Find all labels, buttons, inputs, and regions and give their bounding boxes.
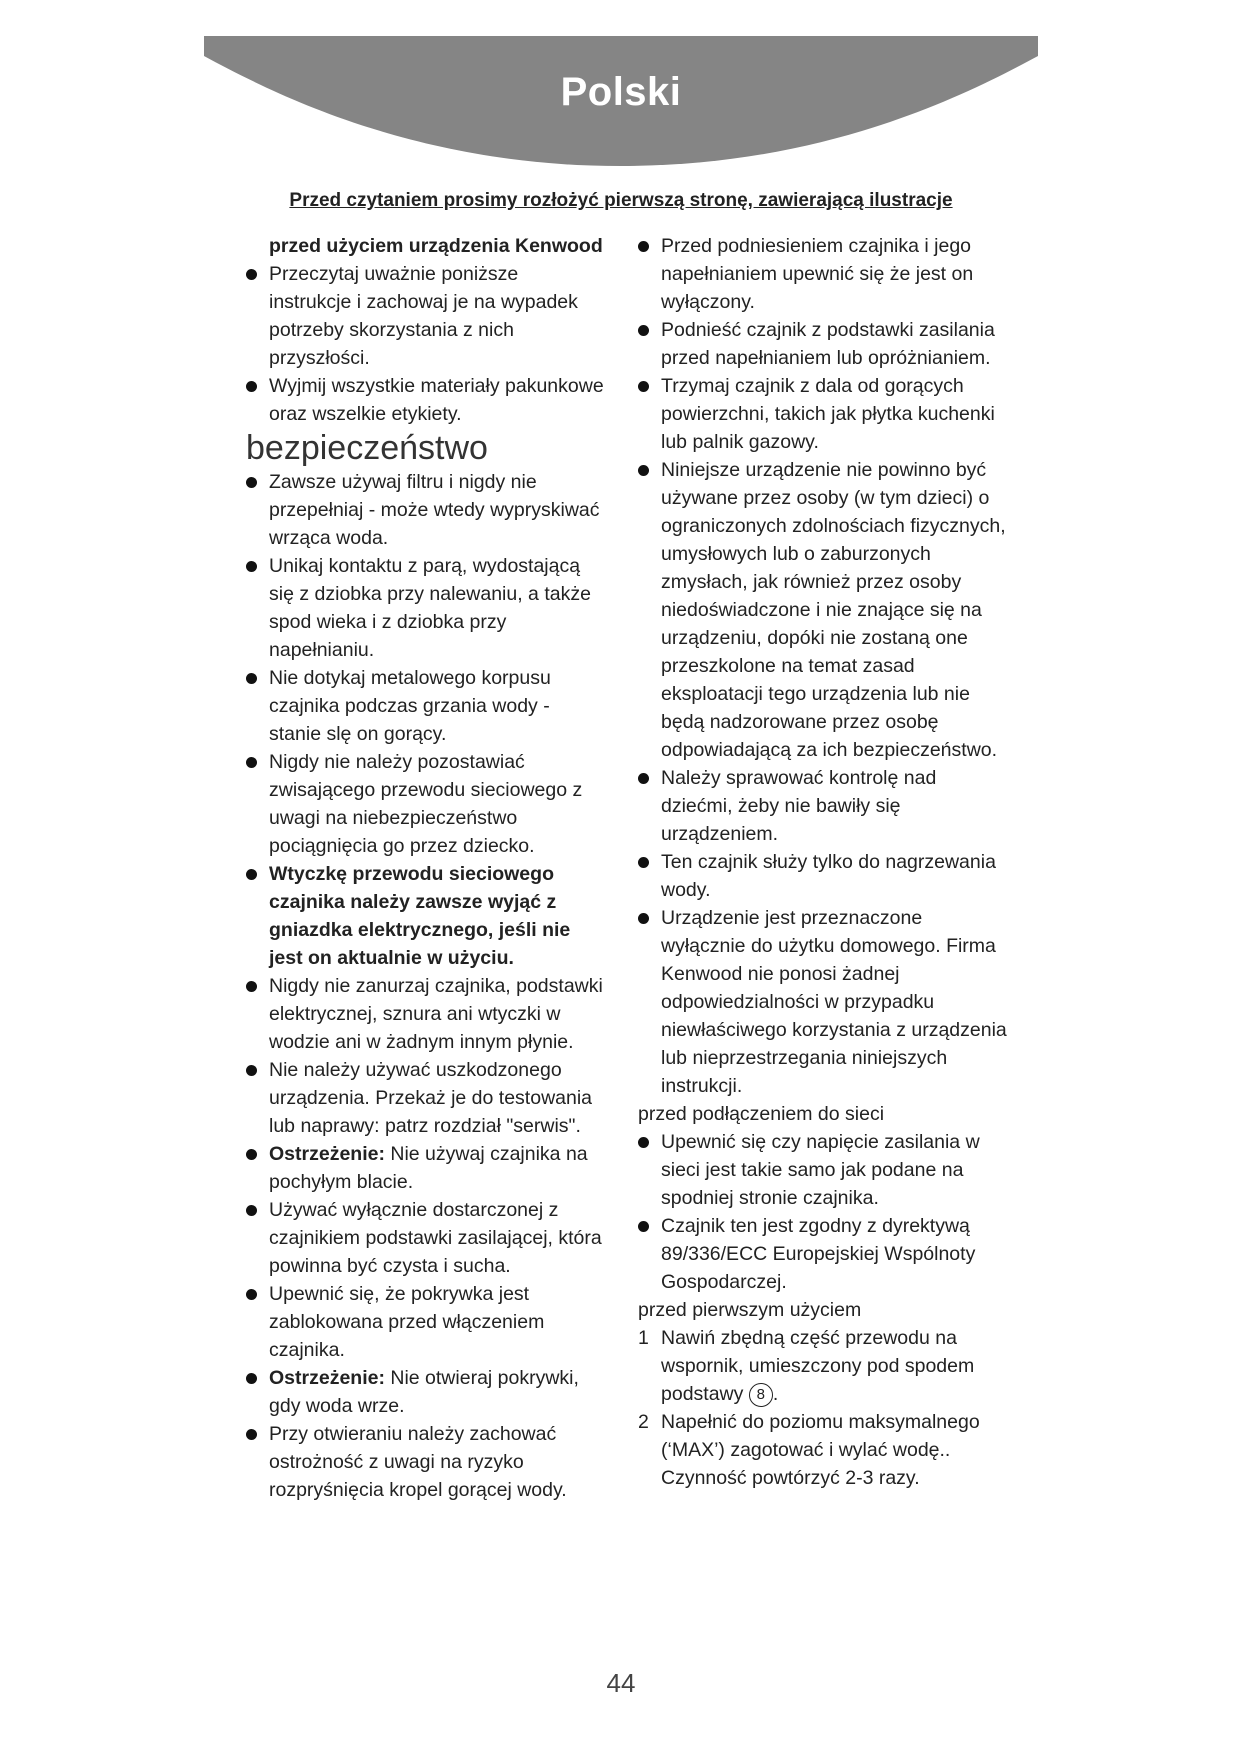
step-item: 2 Napełnić do poziomu maksymalnego (‘MAX’) zagotować i wylać wodę.. Czynność powtórzyć 2-3 razy. — [638, 1408, 1010, 1492]
language-title: Polski — [560, 70, 682, 114]
intro-heading: przed użyciem urządzenia Kenwood — [269, 235, 603, 257]
list-item: Należy sprawować kontrolę nad dziećmi, żeby nie bawiły się urządzeniem. — [638, 764, 1010, 848]
list-item: Niniejsze urządzenie nie powinno być używane przez osoby (w tym dzieci) o ograniczonych zdolnościach fizycznych, umysłowych lub o zaburzonych zmysłach, jak również przez osoby niedoświadczone i nie znające się na urządzeniu, dopóki nie zostaną one przeszkolone na temat zasad eksploatacji tego urządzenia lub nie będą nadzorowane przez osobę odpowiadającą za ich bezpieczeństwo. — [638, 456, 1010, 764]
warning-label: Ostrzeżenie: — [269, 1143, 385, 1165]
safety-list-right — [638, 232, 1010, 1100]
list-item: Ostrzeżenie: Nie otwieraj pokrywki, gdy woda wrze. — [246, 1364, 606, 1420]
safety-heading: bezpieczeństwo — [246, 429, 488, 467]
list-item: Upewnić się, że pokrywka jest zablokowana przed włączeniem czajnika. — [246, 1280, 606, 1364]
bullet-icon — [638, 857, 649, 868]
connect-list — [638, 1128, 1010, 1296]
bullet-icon — [638, 241, 649, 252]
bullet-icon — [246, 1373, 257, 1384]
bullet-icon — [246, 269, 257, 280]
bullet-icon — [246, 381, 257, 392]
manual-page — [204, 36, 1038, 1698]
page-number: 44 — [606, 1668, 636, 1698]
connect-heading: przed podłączeniem do sieci — [638, 1103, 885, 1125]
step-item: 1 Nawiń zbędną część przewodu na wspornik, umieszczony pod spodem podstawy 8 . — [638, 1324, 1010, 1408]
list-item: Używać wyłącznie dostarczonej z czajnikiem podstawki zasilającej, która powinna być czysta i sucha. — [246, 1196, 606, 1280]
header-band — [204, 36, 1038, 176]
right-column — [638, 232, 1010, 1492]
first-use-steps — [638, 1324, 1010, 1492]
list-item: Trzymaj czajnik z dala od gorących powierzchni, takich jak płytka kuchenki lub palnik gazowy. — [638, 372, 1010, 456]
list-item: Zawsze używaj filtru i nigdy nie przepełniaj - może wtedy wypryskiwać wrząca woda. — [246, 468, 606, 552]
bullet-icon — [638, 325, 649, 336]
list-item: Urządzenie jest przeznaczone wyłącznie do użytku domowego. Firma Kenwood nie ponosi żadnej odpowiedzialności w przypadku niewłaściwego korzystania z urządzenia lub nieprzestrzegania niniejszych instrukcji. — [638, 904, 1010, 1100]
warning-label: Ostrzeżenie: — [269, 1367, 385, 1389]
bullet-icon — [638, 381, 649, 392]
list-item: Upewnić się czy napięcie zasilania w sieci jest takie samo jak podane na spodniej stronie czajnika. — [638, 1128, 1010, 1212]
bullet-icon — [246, 869, 257, 880]
list-item: Przeczytaj uważnie poniższe instrukcje i zachowaj je na wypadek potrzeby skorzystania z nich przyszłości. — [246, 260, 606, 372]
bullet-icon — [638, 1221, 649, 1232]
step-number: 1 — [638, 1327, 649, 1349]
fold-out-instruction: Przed czytaniem prosimy rozłożyć pierwszą stronę, zawierającą ilustracje — [289, 190, 953, 211]
list-item: Wyjmij wszystkie materiały pakunkowe oraz wszelkie etykiety. — [246, 372, 606, 428]
list-item: Nie dotykaj metalowego korpusu czajnika podczas grzania wody - stanie slę on gorący. — [246, 664, 606, 748]
bullet-icon — [638, 465, 649, 476]
bullet-icon — [638, 773, 649, 784]
list-item: Ostrzeżenie: Nie używaj czajnika na pochyłym blacie. — [246, 1140, 606, 1196]
list-item: Przed podniesieniem czajnika i jego napełnianiem upewnić się że jest on wyłączony. — [638, 232, 1010, 316]
list-item: Unikaj kontaktu z parą, wydostającą się z dziobka przy nalewaniu, a także spod wieka i z dziobka przy napełnianiu. — [246, 552, 606, 664]
bullet-icon — [246, 1149, 257, 1160]
bullet-icon — [638, 1137, 649, 1148]
bullet-icon — [638, 913, 649, 924]
step-number: 2 — [638, 1411, 649, 1433]
list-item: Nigdy nie należy pozostawiać zwisającego przewodu sieciowego z uwagi na niebezpieczeństwo pociągnięcia go przez dziecko. — [246, 748, 606, 860]
first-use-heading: przed pierwszym użyciem — [638, 1299, 862, 1321]
list-item: Nigdy nie zanurzaj czajnika, podstawki elektrycznej, sznura ani wtyczki w wodzie ani w żadnym innym płynie. — [246, 972, 606, 1056]
bullet-icon — [246, 1429, 257, 1440]
bullet-icon — [246, 757, 257, 768]
bullet-icon — [246, 981, 257, 992]
list-item-emphasis: Wtyczkę przewodu sieciowego czajnika należy zawsze wyjąć z gniazdka elektrycznego, jeśli nie jest on aktualnie w użyciu. — [246, 860, 606, 972]
bullet-icon — [246, 561, 257, 572]
list-item: Przy otwieraniu należy zachować ostrożność z uwagi na ryzyko rozpryśnięcia kropel gorącej wody. — [246, 1420, 606, 1504]
safety-list-left — [246, 468, 606, 1504]
part-reference-badge: 8 — [749, 1383, 773, 1407]
intro-list — [246, 260, 606, 428]
bullet-icon — [246, 1289, 257, 1300]
left-column — [246, 232, 606, 1504]
list-item: Ten czajnik służy tylko do nagrzewania wody. — [638, 848, 1010, 904]
list-item: Podnieść czajnik z podstawki zasilania przed napełnianiem lub opróżnianiem. — [638, 316, 1010, 372]
bullet-icon — [246, 477, 257, 488]
list-item: Nie należy używać uszkodzonego urządzenia. Przekaż je do testowania lub naprawy: patrz rozdział "serwis". — [246, 1056, 606, 1140]
bullet-icon — [246, 673, 257, 684]
bullet-icon — [246, 1205, 257, 1216]
bullet-icon — [246, 1065, 257, 1076]
list-item: Czajnik ten jest zgodny z dyrektywą 89/336/ECC Europejskiej Wspólnoty Gospodarczej. — [638, 1212, 1010, 1296]
